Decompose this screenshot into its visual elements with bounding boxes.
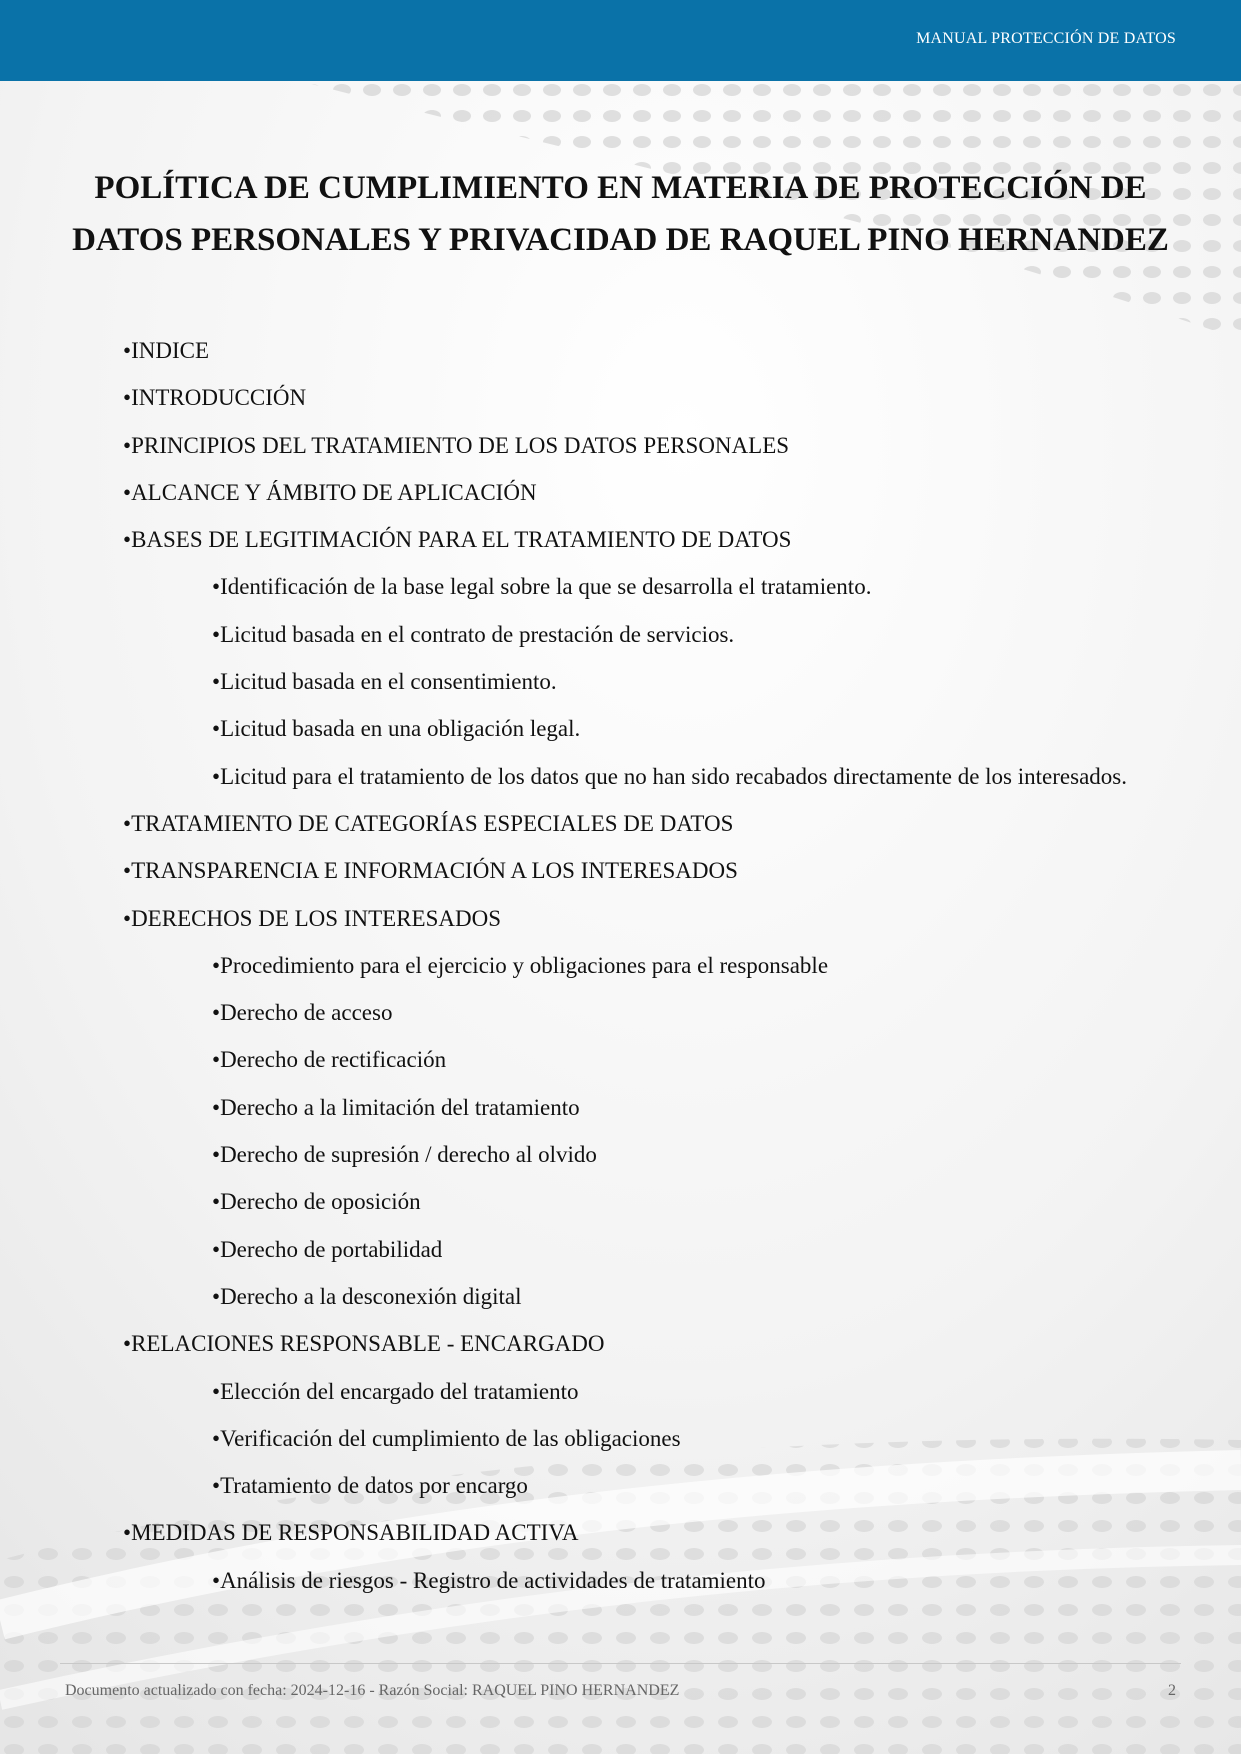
toc-section-item (123, 856, 1176, 886)
bullet-icon: • (123, 858, 132, 884)
bullet-icon: • (123, 810, 132, 836)
toc-section-item (123, 809, 1176, 839)
bullet-icon: • (123, 385, 132, 411)
toc-item-label: Derecho de oposición (220, 1189, 421, 1215)
toc-subsection-item (212, 1566, 1176, 1596)
bullet-icon: • (123, 527, 132, 553)
bullet-icon: • (212, 1000, 221, 1026)
toc-item-label: TRANSPARENCIA E INFORMACIÓN A LOS INTERESADOS (131, 858, 738, 884)
toc-item-label: INDICE (131, 338, 209, 363)
bullet-icon: • (212, 1236, 221, 1262)
toc-item-label: DERECHOS DE LOS INTERESADOS (131, 905, 501, 931)
bullet-icon: • (212, 763, 221, 789)
toc-item-label: Análisis de riesgos - Registro de actividades de tratamiento (220, 1567, 766, 1593)
toc-item-label: Derecho a la desconexión digital (220, 1283, 522, 1309)
bullet-icon: • (212, 716, 221, 742)
toc-subsection-item (212, 1377, 1176, 1407)
bullet-icon: • (212, 1567, 221, 1593)
toc-subsection-item (212, 1187, 1176, 1217)
bullet-icon: • (123, 905, 132, 931)
toc-subsection-item (212, 1471, 1176, 1501)
toc-item-label: Verificación del cumplimiento de las obligaciones (220, 1425, 681, 1451)
toc-item-label: PRINCIPIOS DEL TRATAMIENTO DE LOS DATOS PERSONALES (131, 432, 790, 458)
toc-item-label: MEDIDAS DE RESPONSABILIDAD ACTIVA (131, 1520, 579, 1546)
toc-section-item (123, 478, 1176, 508)
toc-subsection-item (212, 1235, 1176, 1265)
document-title: POLÍTICA DE CUMPLIMIENTO EN MATERIA DE PROTECCIÓN DE DATOS PERSONALES Y PRIVACIDAD DE RAQUEL PINO HERNANDEZ (72, 170, 1169, 258)
toc-item-label: Derecho a la limitación del tratamiento (220, 1094, 580, 1120)
toc-section-item (123, 336, 1176, 366)
toc-item-label: Licitud basada en el contrato de prestación de servicios. (220, 621, 735, 647)
toc-section-item (123, 525, 1176, 555)
toc-section-item (123, 431, 1176, 461)
bullet-icon: • (123, 432, 132, 458)
toc-item-label: Licitud basada en una obligación legal. (220, 716, 581, 742)
header-title: MANUAL PROTECCIÓN DE DATOS (916, 30, 1176, 47)
bullet-icon: • (212, 1425, 221, 1451)
bullet-icon: • (123, 1331, 132, 1357)
toc-subsection-item (212, 951, 1176, 981)
toc-section-item (123, 1518, 1176, 1548)
bullet-icon: • (212, 669, 221, 695)
toc-item-label: ALCANCE Y ÁMBITO DE APLICACIÓN (131, 479, 537, 505)
bullet-icon: • (212, 1378, 221, 1404)
toc-item-label: Derecho de portabilidad (220, 1236, 443, 1262)
bullet-icon: • (212, 574, 221, 600)
toc-subsection-item (212, 620, 1176, 650)
toc-section-item (123, 383, 1176, 413)
toc-subsection-item (212, 1140, 1176, 1170)
bullet-icon: • (212, 621, 221, 647)
toc-item-label: BASES DE LEGITIMACIÓN PARA EL TRATAMIENTO DE DATOS (131, 527, 792, 553)
toc-subsection-item (212, 572, 1176, 602)
toc-subsection-item (212, 1045, 1176, 1075)
toc-subsection-item (212, 1282, 1176, 1312)
toc-item-label: Licitud para el tratamiento de los datos que no han sido recabados directamente de los interesados. (220, 763, 1127, 789)
toc-item-label: Identificación de la base legal sobre la que se desarrolla el tratamiento. (220, 574, 872, 600)
footer-text: Documento actualizado con fecha: 2024-12-16 - Razón Social: RAQUEL PINO HERNANDEZ (65, 1682, 680, 1699)
bullet-icon: • (212, 1473, 221, 1499)
toc-item-label: Elección del encargado del tratamiento (220, 1378, 579, 1404)
toc-item-label: Derecho de rectificación (220, 1047, 447, 1073)
bullet-icon: • (212, 1283, 221, 1309)
toc-subsection-item (212, 1424, 1176, 1454)
bullet-icon: • (212, 1094, 221, 1120)
bullet-icon: • (212, 1047, 221, 1073)
toc-item-label: TRATAMIENTO DE CATEGORÍAS ESPECIALES DE DATOS (131, 810, 734, 836)
toc-item-label: Licitud basada en el consentimiento. (220, 669, 557, 695)
toc-subsection-item (212, 667, 1176, 697)
toc-subsection-item (212, 1093, 1176, 1123)
table-of-contents (0, 336, 1241, 1613)
footer-divider (60, 1663, 1181, 1664)
bullet-icon: • (123, 479, 132, 505)
toc-item-label: Procedimiento para el ejercicio y obligaciones para el responsable (220, 952, 829, 978)
toc-subsection-item (212, 714, 1176, 744)
toc-section-item (123, 904, 1176, 934)
toc-item-label: INTRODUCCIÓN (131, 385, 307, 411)
bullet-icon: • (212, 1142, 221, 1168)
toc-item-label: Tratamiento de datos por encargo (220, 1473, 528, 1499)
toc-item-label: Derecho de supresión / derecho al olvido (220, 1142, 597, 1168)
toc-subsection-item (212, 998, 1176, 1028)
bullet-icon: • (123, 338, 132, 363)
toc-item-label: RELACIONES RESPONSABLE - ENCARGADO (131, 1331, 605, 1357)
toc-subsection-item (212, 762, 1176, 792)
bullet-icon: • (212, 1189, 221, 1215)
page-number: 2 (1168, 1682, 1176, 1699)
bullet-icon: • (212, 952, 221, 978)
toc-item-label: Derecho de acceso (220, 1000, 393, 1026)
bullet-icon: • (123, 1520, 132, 1546)
toc-section-item (123, 1329, 1176, 1359)
